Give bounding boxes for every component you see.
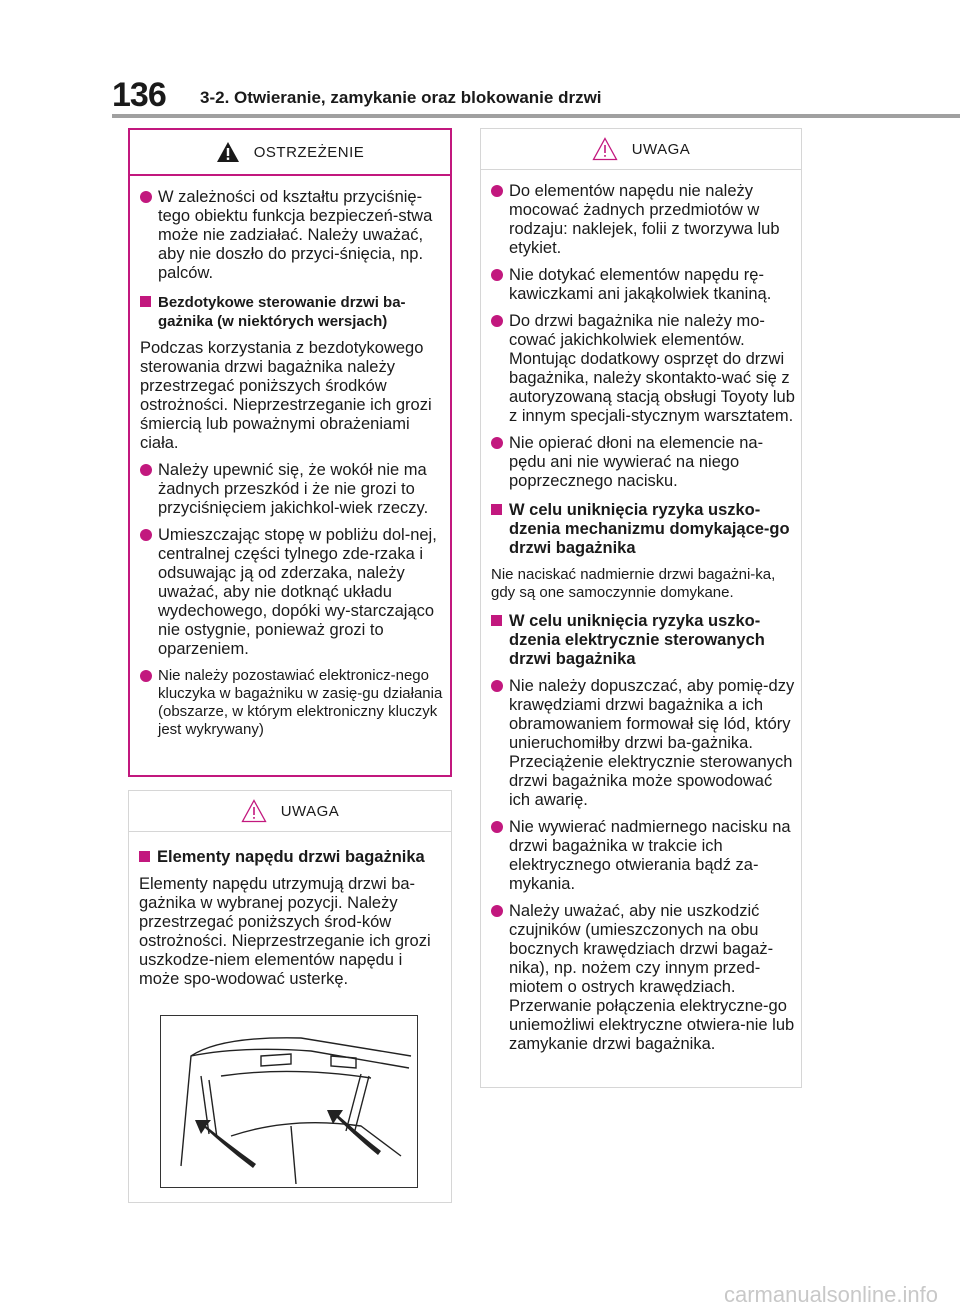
notice-2-item-7: Należy uważać, aby nie uszkodzić czujników (umieszczonych na obu bocznych krawędziach drzwi bagaż-nika), np. nożem czy innym przed-miotem o ostrych krawędziach. Przerwanie połączenia elektryczne-go uniemożliwi elektryczne otwiera-nie lub zamykanie drzwi bagażnika. [491,902,797,1054]
page-header [0,0,960,120]
warning-header [130,130,450,176]
notice-2-subheading-2: W celu uniknięcia ryzyka uszko-dzenia elektrycznie sterowanych drzwi bagażnika [491,612,797,669]
notice-2-subheading-1: W celu uniknięcia ryzyka uszko-dzenia mechanizmu domykające-go drzwi bagażnika [491,501,797,558]
warning-item-1: W zależności od kształtu przyciśnię-tego obiektu funkcja bezpieczeń-stwa może nie zadziałać. Należy uważać, aby nie doszło do przyci-śnięcia, np. palców. [140,188,446,283]
notice-2-item-2: Nie dotykać elementów napędu rę-kawiczkami ani jakąkolwiek tkaniną. [491,266,797,304]
warning-item-3: Umieszczając stopę w pobliżu dol-nej, centralnej części tylnego zde-rzaka i odsuwając ją od zderzaka, należy uważać, aby nie dotknąć układu wydechowego, dopóki wy-starczająco nie ostygnie, ponieważ grozi to oparzeniem. [140,526,446,659]
warning-item-2: Należy upewnić się, że wokół nie ma żadnych przeszkód i że nie grozi to przyciśnięciem jakichkol-wiek rzeczy. [140,461,446,518]
notice-1-title: UWAGA [280,802,340,820]
trunk-strut-illustration [160,1015,418,1188]
notice-2-header [481,129,801,170]
notice-2-item-3: Do drzwi bagażnika nie należy mo-cować jakichkolwiek elementów. Montując dodatkowy osprzęt do drzwi bagażnika, należy skontakto-wać się z autoryzowaną stacją obsługi Toyoty lub z innym specjali-stycznym warsztatem. [491,312,797,426]
notice-2-item-5: Nie należy dopuszczać, aby pomię-dzy krawędziami drzwi bagażnika a ich obramowaniem formował się lód, który unieruchomiłby drzwi ba-gażnika. Przeciążenie elektrycznie sterowanych drzwi bagażnika może spowodować ich awarię. [491,677,797,810]
notice-2-item-6: Nie wywierać nadmiernego nacisku na drzwi bagażnika w trakcie ich elektrycznego otwierania bądź za-mykania. [491,818,797,894]
section-title: 3-2. Otwieranie, zamykanie oraz blokowanie drzwi [200,88,602,107]
notice-2-title: UWAGA [631,140,691,158]
warning-box [128,128,452,777]
notice-1-subheading: Elementy napędu drzwi bagażnika [139,848,447,867]
warning-item-4: Nie należy pozostawiać elektronicz-nego kluczyka w bagażniku w zasię-gu działania (obszarze, w którym elektroniczny kluczyk jest wykrywany) [140,667,446,739]
page-number: 136 [112,76,166,114]
notice-2-item-4: Nie opierać dłoni na elemencie na-pędu ani nie wywierać na niego poprzecznego nacisku. [491,434,797,491]
header-rule [112,114,960,118]
warning-paragraph: Podczas korzystania z bezdotykowego sterowania drzwi bagażnika należy przestrzegać poniższych środków ostrożności. Nieprzestrzeganie ich grozi śmiercią lub poważnymi obrażeniami ciała. [140,339,432,452]
notice-2-item-1: Do elementów napędu nie należy mocować żadnych przedmiotów w rodzaju: naklejek, folii z tworzywa lub etykiet. [491,182,797,258]
warning-subheading: Bezdotykowe sterowanie drzwi ba-gażnika (w niektórych wersjach) [140,293,446,331]
notice-1-paragraph: Elementy napędu utrzymują drzwi ba-gażnika w wybranej pozycji. Należy przestrzegać poniższych środ-ków ostrożności. Nieprzestrzeganie ich grozi uszkodze-niem elementów napędu i może spo-wodować usterkę. [139,875,431,988]
trunk-drawing [161,1016,416,1186]
warning-triangle-icon [216,141,240,163]
caution-triangle-icon [241,799,267,823]
notice-2-content [481,170,801,1054]
notice-box-2 [480,128,802,1088]
notice-1-content [129,832,451,989]
notice-1-header [129,791,451,832]
caution-triangle-icon [592,137,618,161]
warning-content [130,176,450,739]
warning-title: OSTRZEŻENIE [253,143,365,161]
watermark: carmanualsonline.info [723,1282,938,1307]
notice-2-paragraph-1: Nie naciskać nadmiernie drzwi bagażni-ka, gdy są one samoczynnie domykane. [491,566,776,601]
